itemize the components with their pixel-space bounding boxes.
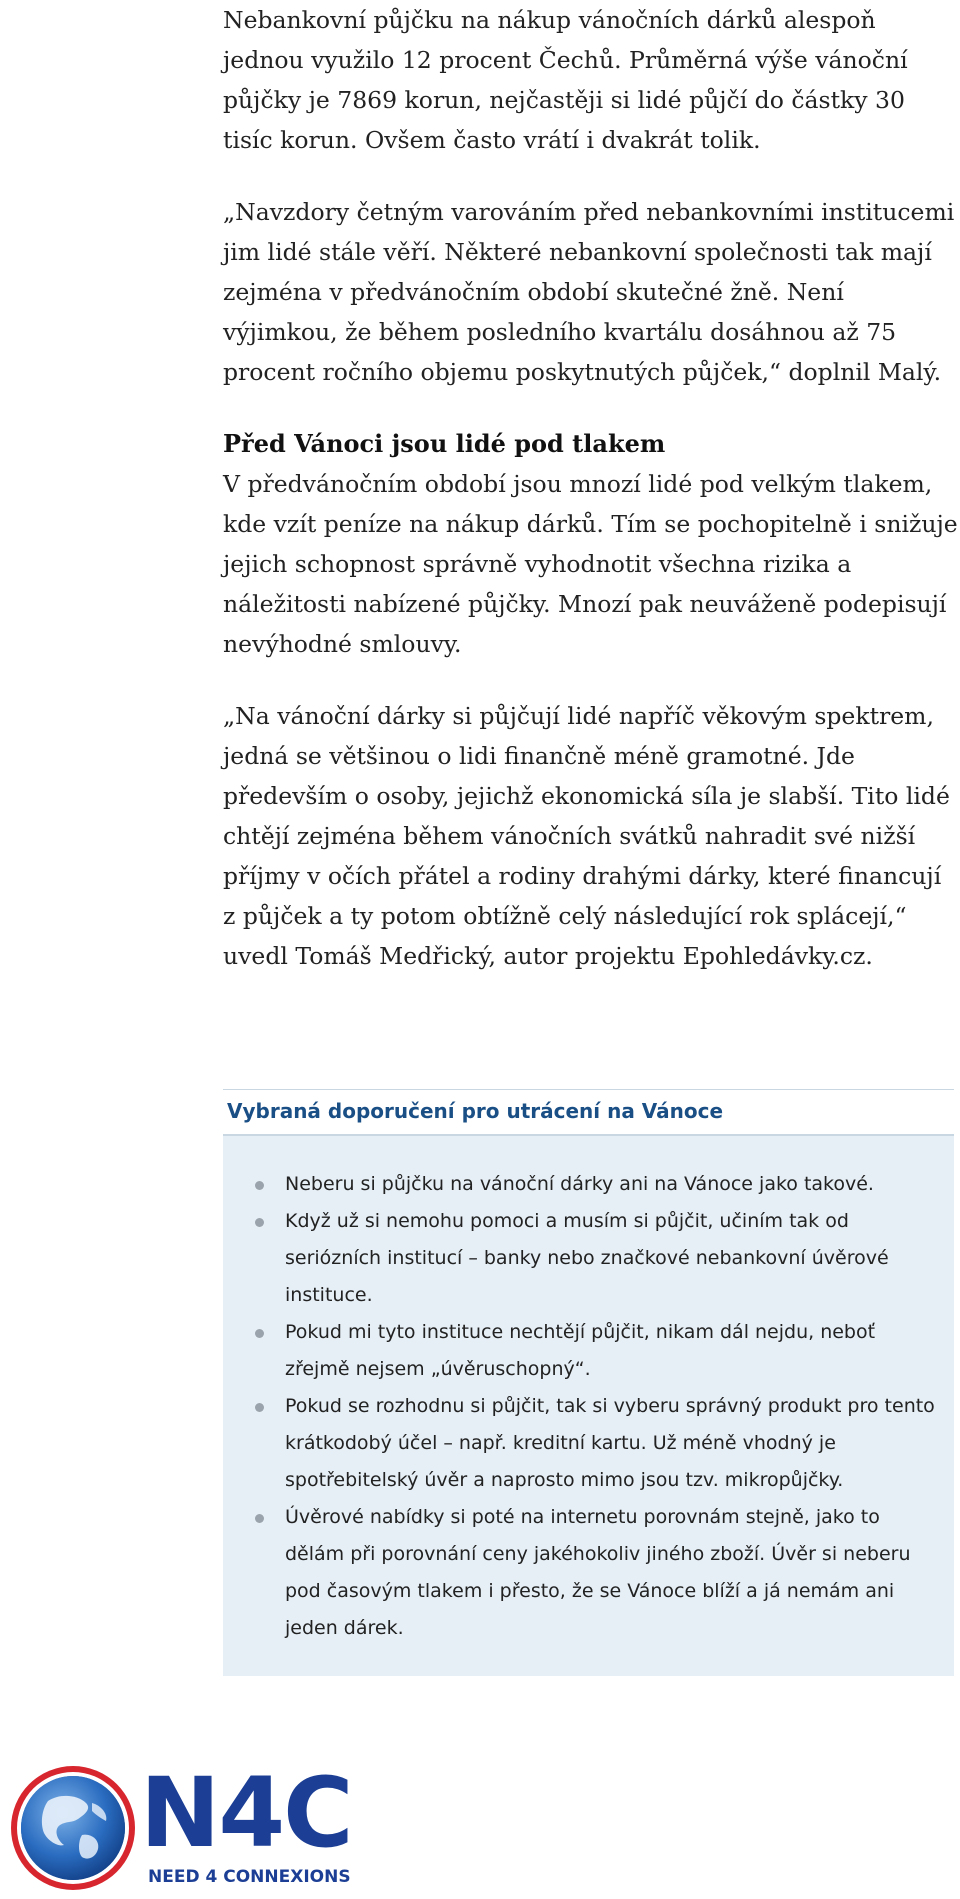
list-item-text: Pokud se rozhodnu si půjčit, tak si vyberu správný produkt pro tento krátkodobý účel – např. kreditní kartu. Už méně vhodný je spotřebitelský úvěr a naprosto mimo jsou tzv. mikropůjčky.	[285, 1395, 935, 1491]
list-item	[253, 1388, 944, 1499]
globe-icon	[8, 1763, 138, 1893]
recommendations-list	[223, 1136, 954, 1647]
article-paragraph-3: V předvánočním období jsou mnozí lidé pod velkým tlakem, kde vzít peníze na nákup dárků. Tím se pochopitelně i snižuje jejich schopnost správně vyhodnotit všechna rizika a náležitosti nabízené půjčky. Mnozí pak neuváženě podepisují nevýhodné smlouvy.	[223, 470, 958, 658]
list-item-text: Neberu si půjčku na vánoční dárky ani na Vánoce jako takové.	[285, 1173, 874, 1195]
bullet-icon	[255, 1514, 264, 1523]
list-item-text: Když už si nemohu pomoci a musím si půjčit, učiním tak od seriózních institucí – banky nebo značkové nebankovní úvěrové instituce.	[285, 1210, 889, 1306]
article-paragraph-2: „Navzdory četným varováním před nebankovními institucemi jim lidé stále věří. Některé nebankovní společnosti tak mají zejména v předvánočním období skutečné žně. Není výjimkou, že během posledního kvartálu dosáhnou až 75 procent ročního objemu poskytnutých půjček,“ doplnil Malý.	[223, 198, 955, 386]
bullet-icon	[255, 1403, 264, 1412]
bullet-icon	[255, 1218, 264, 1227]
n4c-logo	[8, 1757, 352, 1893]
article-paragraph-4: „Na vánoční dárky si půjčují lidé napříč věkovým spektrem, jedná se většinou o lidi finančně méně gramotné. Jde především o osoby, jejichž ekonomická síla je slabší. Tito lidé chtějí zejména během vánočních svátků nahradit své nižší příjmy v očích přátel a rodiny drahými dárky, které financují z půjček a ty potom obtížně celý následující rok splácejí,“ uvedl Tomáš Medřický, autor projektu Epohledávky.cz.	[223, 702, 950, 970]
list-item	[253, 1499, 944, 1647]
list-item	[253, 1203, 944, 1314]
logo-tagline: NEED 4 CONNEXIONS	[148, 1867, 351, 1887]
recommendations-box	[223, 1089, 954, 1676]
recommendations-title: Vybraná doporučení pro utrácení na Vánoce	[223, 1090, 954, 1136]
article-body	[223, 0, 958, 1008]
list-item	[253, 1314, 944, 1388]
list-item-text: Úvěrové nabídky si poté na internetu porovnám stejně, jako to dělám při porovnání ceny jakéhokoliv jiného zboží. Úvěr si neberu pod časovým tlakem i přesto, že se Vánoce blíží a já nemám ani jeden dárek.	[285, 1506, 911, 1639]
logo-letters: N4C	[140, 1757, 352, 1869]
article-subheading: Před Vánoci jsou lidé pod tlakem	[223, 429, 666, 458]
bullet-icon	[255, 1329, 264, 1338]
list-item	[253, 1166, 944, 1203]
bullet-icon	[255, 1181, 264, 1190]
list-item-text: Pokud mi tyto instituce nechtějí půjčit, nikam dál nejdu, neboť zřejmě nejsem „úvěruschopný“.	[285, 1321, 876, 1380]
article-paragraph-1: Nebankovní půjčku na nákup vánočních dárků alespoň jednou využilo 12 procent Čechů. Průměrná výše vánoční půjčky je 7869 korun, nejčastěji si lidé půjčí do částky 30 tisíc korun. Ovšem často vrátí i dvakrát tolik.	[223, 6, 908, 154]
logo-wordmark	[140, 1757, 352, 1869]
